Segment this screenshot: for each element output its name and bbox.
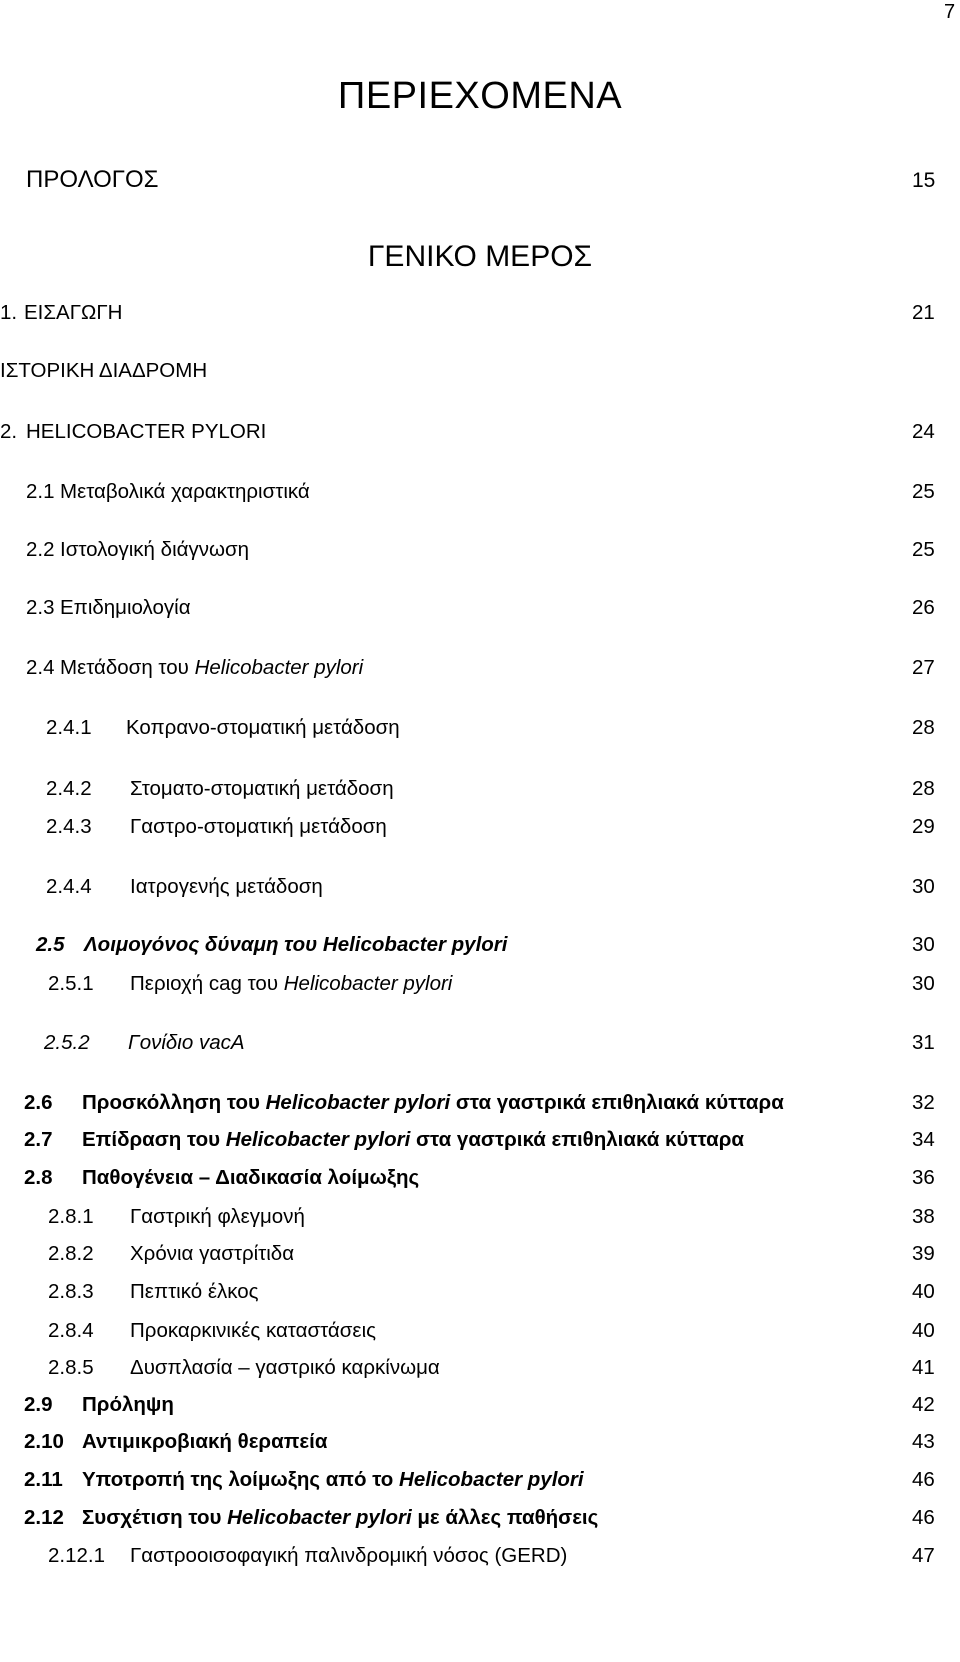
toc-entry-number: 2.8.4: [48, 1319, 94, 1342]
toc-entry: [0, 417, 960, 447]
toc-entry-page: 39: [912, 1242, 935, 1265]
toc-entry-page: 43: [912, 1430, 935, 1453]
toc-entry: [0, 535, 960, 565]
toc-entry-label: Δυσπλασία – γαστρικό καρκίνωμα: [130, 1356, 440, 1379]
toc-entry-number: 2.8.5: [48, 1356, 94, 1379]
toc-prologue-page: 15: [912, 169, 936, 192]
section-heading-general: ΓΕΝΙΚΟ ΜΕΡΟΣ: [367, 240, 593, 273]
toc-entry-page: 32: [912, 1091, 935, 1114]
toc-entry-label: [82, 1503, 598, 1533]
toc-entry-label: [82, 1125, 744, 1155]
toc-entry-page: 30: [912, 972, 935, 995]
toc-entry-number: 2.7: [24, 1128, 53, 1151]
toc-entry-label-text: Προσκόλληση του: [82, 1091, 266, 1114]
toc-entry-label: ΕΙΣΑΓΩΓΗ: [24, 301, 123, 324]
toc-entry-label: [130, 969, 452, 999]
toc-entry-page: 28: [912, 716, 935, 739]
toc-entry-label: Χρόνια γαστρίτιδα: [130, 1242, 295, 1265]
page-title: ΠΕΡΙΕΧΟΜΕΝΑ: [337, 75, 623, 117]
toc-entry-page: 46: [912, 1468, 935, 1491]
toc-entry: [0, 653, 960, 683]
toc-entry: [0, 356, 960, 386]
toc-entry-page: 40: [912, 1280, 935, 1303]
toc-entry-label: Γαστρική φλεγμονή: [130, 1205, 305, 1228]
toc-entry-page: 30: [912, 875, 935, 898]
toc-entry-number: 2.12: [24, 1506, 64, 1529]
toc-entry-label: HELICOBACTER PYLORI: [26, 420, 267, 443]
toc-entry-number: 2.5.1: [48, 972, 94, 995]
toc-entry-label: [82, 1465, 584, 1495]
toc-entry-page: 38: [912, 1205, 935, 1228]
toc-entry-number: 2.8.3: [48, 1280, 94, 1303]
toc-entry-number: 2.8: [24, 1166, 53, 1189]
toc-entry-label: Γαστροοισοφαγική παλινδρομική νόσος (GERD): [130, 1544, 568, 1567]
toc-entry: [0, 1541, 960, 1571]
toc-entry-number: 2.8.1: [48, 1205, 94, 1228]
toc-entry-label-text: Περιοχή cag του: [130, 972, 284, 995]
toc-entry: [0, 1277, 960, 1307]
toc-entry-label: Ιστολογική διάγνωση: [60, 538, 250, 561]
toc-entry-label: Γονίδιο vacA: [128, 1031, 245, 1054]
toc-entry-label: Ιατρογενής μετάδοση: [130, 875, 323, 898]
toc-entry: [0, 872, 960, 902]
toc-entry: [0, 477, 960, 507]
toc-entry-label-text: με άλλες παθήσεις: [411, 1506, 599, 1529]
toc-entry: [0, 969, 960, 999]
toc-entry-label: Επιδημιολογία: [60, 596, 191, 619]
toc-entry-number: 2.4.4: [46, 875, 92, 898]
toc-entry-label: ΙΣΤΟΡΙΚΗ ΔΙΑΔΡΟΜΗ: [0, 359, 208, 382]
toc-entry: [0, 812, 960, 842]
toc-entry-number: 2.5: [36, 933, 65, 956]
toc-entry-number: 2.1: [26, 480, 55, 503]
toc-entry-number: 2.4.2: [46, 777, 92, 800]
toc-entry: [0, 1239, 960, 1269]
toc-entry-page: 34: [912, 1128, 935, 1151]
toc-entry-species-name: Helicobacter pylori: [399, 1468, 584, 1491]
toc-entry-page: 25: [912, 538, 935, 561]
toc-entry-page: 42: [912, 1393, 935, 1416]
toc-entry-number: 2.12.1: [48, 1544, 105, 1567]
toc-entry: [0, 1353, 960, 1383]
toc-entry-page: 41: [912, 1356, 935, 1379]
toc-entry: [0, 1125, 960, 1155]
toc-entry-page: 36: [912, 1166, 935, 1189]
toc-entry-number: 2.4: [26, 656, 55, 679]
toc-entry-label-text: Μετάδοση του: [60, 656, 195, 679]
toc-prologue-title: ΠΡΟΛΟΓΟΣ: [26, 166, 159, 193]
toc-entry-label: Μεταβολικά χαρακτηριστικά: [60, 480, 310, 503]
toc-entry: [0, 1390, 960, 1420]
toc-entry-label: Αντιμικροβιακή θεραπεία: [82, 1430, 328, 1453]
toc-entry-label: Στοματο-στοματική μετάδοση: [130, 777, 394, 800]
toc-entry-page: 31: [912, 1031, 935, 1054]
toc-entry-label-text: Επίδραση του: [82, 1128, 226, 1151]
toc-entry: [0, 1465, 960, 1495]
page-number: 7: [944, 1, 956, 23]
toc-entry-label-text: Συσχέτιση του: [82, 1506, 228, 1529]
toc-entry-page: 25: [912, 480, 935, 503]
toc-entry-page: 26: [912, 596, 935, 619]
toc-entry-species-name: Helicobacter pylori: [283, 972, 453, 995]
toc-entry-number: 2.6: [24, 1091, 53, 1114]
toc-entry: [0, 1088, 960, 1118]
toc-entry-label: Πεπτικό έλκος: [130, 1280, 259, 1303]
toc-entry-label: [60, 653, 363, 683]
toc-entry-label: [82, 1088, 784, 1118]
toc-entry: [0, 1316, 960, 1346]
toc-entry-label-text: στα γαστρικά επιθηλιακά κύτταρα: [410, 1128, 744, 1151]
toc-entry-label: Παθογένεια – Διαδικασία λοίμωξης: [82, 1166, 420, 1189]
toc-entry-label-text: Υποτροπή της λοίμωξης από το: [82, 1468, 400, 1491]
toc-entry-number: 2.10: [24, 1430, 64, 1453]
toc-entry-species-name: Helicobacter pylori: [194, 656, 364, 679]
toc-entry-label: Κοπρανο-στοματική μετάδοση: [126, 716, 400, 739]
toc-entry-number: 2.4.1: [46, 716, 92, 739]
toc-entry-number: 2.8.2: [48, 1242, 94, 1265]
toc-entry-page: 30: [912, 933, 935, 956]
toc-entry: [0, 298, 960, 328]
toc-entry-number: 2.4.3: [46, 815, 92, 838]
toc-entry-page: 27: [912, 656, 935, 679]
toc-entry: [0, 774, 960, 804]
toc-entry: [0, 1028, 960, 1058]
toc-entry-page: 21: [912, 301, 935, 324]
toc-entry-species-name: Helicobacter pylori: [265, 1091, 451, 1114]
toc-entry: [0, 1427, 960, 1457]
toc-entry: [0, 1202, 960, 1232]
toc-entry-number: 2.5.2: [44, 1031, 90, 1054]
toc-entry-page: 40: [912, 1319, 935, 1342]
toc-entry: [0, 1163, 960, 1193]
toc-entry-number: 2.9: [24, 1393, 53, 1416]
toc-entry: [0, 1503, 960, 1533]
toc-entry-number: 2.: [0, 420, 18, 443]
toc-entry-page: 47: [912, 1544, 935, 1567]
toc-entry-label: Γαστρο-στοματική μετάδοση: [130, 815, 387, 838]
toc-entry-label: Λοιμογόνος δύναμη του Helicobacter pylori: [84, 933, 508, 956]
toc-entry-number: 1.: [0, 301, 18, 324]
toc-entry-label: Πρόληψη: [82, 1393, 174, 1416]
toc-entry-page: 46: [912, 1506, 935, 1529]
toc-entry-page: 29: [912, 815, 935, 838]
toc-entry-number: 2.2: [26, 538, 55, 561]
toc-entry-label-text: στα γαστρικά επιθηλιακά κύτταρα: [450, 1091, 784, 1114]
toc-entry-species-name: Helicobacter pylori: [225, 1128, 411, 1151]
toc-entry-number: 2.3: [26, 596, 55, 619]
toc-entry-page: 24: [912, 420, 935, 443]
toc-entry: [0, 713, 960, 743]
toc-entry: [0, 930, 960, 960]
toc-entry: [0, 593, 960, 623]
toc-entry-label: Προκαρκινικές καταστάσεις: [130, 1319, 376, 1342]
toc-entry-number: 2.11: [24, 1468, 63, 1491]
toc-entry-page: 28: [912, 777, 935, 800]
toc-entry-species-name: Helicobacter pylori: [227, 1506, 412, 1529]
